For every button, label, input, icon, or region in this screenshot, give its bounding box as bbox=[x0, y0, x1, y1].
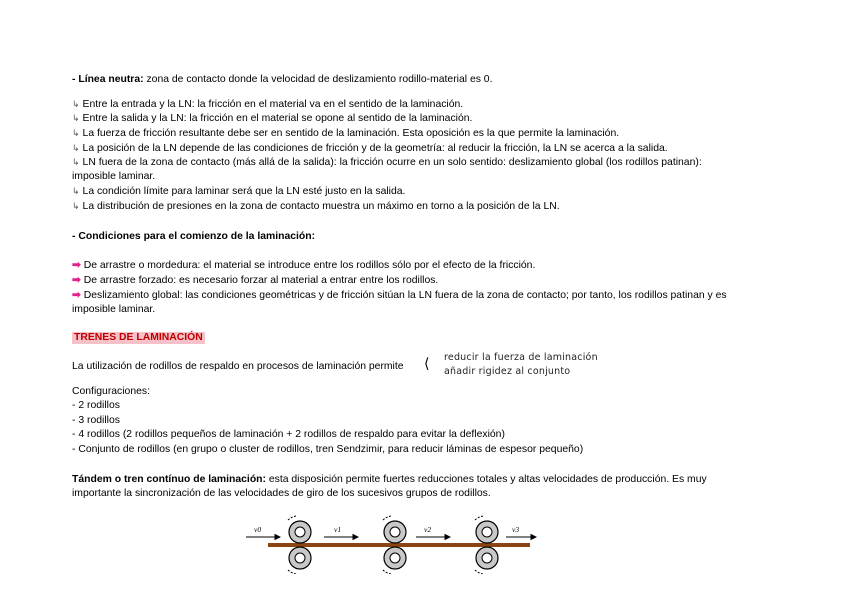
conditions-heading: - Condiciones para el comienzo de la laminación: bbox=[72, 231, 316, 242]
tandem-label: Tándem o tren contínuo de laminación: bbox=[72, 474, 266, 485]
config-item: - Conjunto de rodillos (en grupo o cluster de rodillos, tren Sendzimir, para reducir láminas de espesor pequeño) bbox=[72, 444, 584, 455]
condition-item-continuation: imposible laminar. bbox=[72, 304, 156, 315]
neutral-line-label: - Línea neutra: bbox=[72, 74, 144, 85]
pink-arrow-icon: ➡ bbox=[72, 290, 81, 301]
steel-strip bbox=[268, 543, 530, 547]
rotation-arrow-icon bbox=[383, 516, 391, 520]
rotation-arrow-icon bbox=[383, 570, 391, 574]
config-item: - 3 rodillos bbox=[72, 415, 120, 426]
neutral-line-text: zona de contacto donde la velocidad de deslizamiento rodillo-material es 0. bbox=[143, 74, 493, 85]
rotation-arrow-icon bbox=[288, 570, 296, 574]
neutral-line-paragraph bbox=[72, 73, 492, 86]
pink-arrow-icon: ➡ bbox=[72, 260, 81, 271]
rotation-arrow-icon bbox=[288, 516, 296, 520]
ln-bullet: ↳ Entre la entrada y la LN: la fricción en el material va en el sentido de la laminación. bbox=[72, 98, 463, 111]
condition-item: ➡ De arrastre forzado: es necesario forzar al material a entrar entre los rodillos. bbox=[72, 275, 439, 286]
trains-heading: TRENES DE LAMINACIÓN bbox=[74, 332, 203, 343]
pink-arrow-icon: ➡ bbox=[72, 275, 81, 286]
config-title: Configuraciones: bbox=[72, 386, 150, 397]
brace-icon: ⟨ bbox=[424, 355, 430, 371]
hand-note: añadir rigidez al conjunto bbox=[444, 366, 571, 377]
rotation-arrow-icon bbox=[475, 516, 483, 520]
ln-bullet: ↳ La posición de la LN depende de las condiciones de fricción y de la geometría: al reducir la fricción, la LN se acerca a la salida. bbox=[72, 142, 668, 155]
velocity-label: v0 bbox=[254, 525, 262, 534]
ln-bullet: ↳ La fuerza de fricción resultante debe ser en sentido de la laminación. Esta oposición es la que permite la laminación. bbox=[72, 127, 619, 140]
ln-bullet: ↳ La condición límite para laminar será que la LN esté justo en la salida. bbox=[72, 185, 405, 198]
tandem-text-continuation: importante la sincronización de las velocidades de giro de los sucesivos grupos de rodillos. bbox=[72, 488, 491, 499]
condition-item: ➡ Deslizamiento global: las condiciones geométricas y de fricción sitúan la LN fuera de la zona de contacto; por tanto, los rodillos patinan y es bbox=[72, 290, 727, 301]
config-item: - 4 rodillos (2 rodillos pequeños de laminación + 2 rodillos de respaldo para evitar la deflexión) bbox=[72, 429, 505, 440]
ln-bullet: ↳ LN fuera de la zona de contacto (más allá de la salida): la fricción ocurre en un solo sentido: deslizamiento global (los rodillos patinan): bbox=[72, 156, 702, 169]
hand-note: reducir la fuerza de laminación bbox=[444, 352, 598, 363]
ln-bullet: ↳ Entre la salida y la LN: la fricción en el material se opone al sentido de la laminación. bbox=[72, 112, 472, 125]
condition-item: ➡ De arrastre o mordedura: el material se introduce entre los rodillos sólo por el efecto de la fricción. bbox=[72, 260, 536, 271]
velocity-label: v2 bbox=[424, 525, 432, 534]
rotation-arrow-icon bbox=[475, 570, 483, 574]
tandem-paragraph bbox=[72, 473, 707, 486]
tandem-mill-diagram bbox=[240, 512, 540, 574]
velocity-label: v1 bbox=[334, 525, 342, 534]
backup-rolls-text: La utilización de rodillos de respaldo en procesos de laminación permite bbox=[72, 361, 404, 372]
velocity-label: v3 bbox=[512, 525, 520, 534]
tandem-text: esta disposición permite fuertes reducciones totales y altas velocidades de producción. Es muy bbox=[265, 474, 707, 485]
ln-bullet-continuation: imposible laminar. bbox=[72, 171, 156, 182]
ln-bullet: ↳ La distribución de presiones en la zona de contacto muestra un máximo en torno a la posición de la LN. bbox=[72, 200, 560, 213]
config-item: - 2 rodillos bbox=[72, 400, 120, 411]
